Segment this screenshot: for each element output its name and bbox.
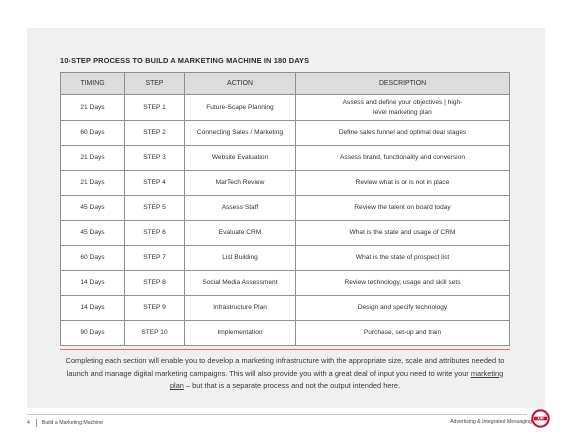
step-cell: STEP 1 (125, 95, 185, 121)
aim-logo (531, 409, 550, 428)
footer-divider (27, 414, 527, 415)
timing-cell: 21 Days (61, 146, 125, 171)
step-cell: STEP 5 (125, 196, 185, 221)
timing-cell: 60 Days (61, 246, 125, 271)
timing-cell: 60 Days (61, 121, 125, 146)
process-table (60, 72, 510, 346)
step-cell: STEP 10 (125, 321, 185, 346)
summary-text: Completing each section will enable you to develop a marketing infrastructure with the appropriate size, scale and attributes needed to launch and manage digital marketing campaigns. This will also provide you with a great deal of input you need to write your (65, 356, 505, 378)
footer-separator (36, 419, 37, 427)
table-row (61, 95, 510, 121)
description-cell: Design and specify technology (296, 296, 510, 321)
action-cell: Connecting Sales / Marketing (185, 121, 296, 146)
timing-cell: 21 Days (61, 171, 125, 196)
company-name: Advertising & Integrated Messaging (450, 419, 532, 425)
table-row (61, 146, 510, 171)
column-header-description: DESCRIPTION (296, 73, 510, 95)
timing-cell: 14 Days (61, 296, 125, 321)
description-cell: What is the state of prospect list (296, 246, 510, 271)
description-cell: What is the state and usage of CRM (296, 221, 510, 246)
table-row (61, 321, 510, 346)
step-cell: STEP 2 (125, 121, 185, 146)
action-cell: List Building (185, 246, 296, 271)
timing-cell: 90 Days (61, 321, 125, 346)
summary-paragraph (60, 355, 510, 393)
table-row (61, 246, 510, 271)
table-row (61, 296, 510, 321)
timing-cell: 45 Days (61, 221, 125, 246)
timing-cell: 45 Days (61, 196, 125, 221)
action-cell: Assess Staff (185, 196, 296, 221)
description-cell: Purchase, set-up and train (296, 321, 510, 346)
table-header-row (61, 73, 510, 95)
timing-cell: 14 Days (61, 271, 125, 296)
summary-text-end: – but that is a separate process and not the output intended here. (183, 381, 401, 391)
description-cell: Assess brand, functionality and conversion (296, 146, 510, 171)
page-number: 4 (27, 420, 30, 426)
action-cell: MarTech Review (185, 171, 296, 196)
marketing-plan-link[interactable]: marketing plan (169, 368, 504, 391)
table-row (61, 121, 510, 146)
table-row (61, 196, 510, 221)
action-cell: Evaluate CRM (185, 221, 296, 246)
action-cell: Infrastructure Plan (185, 296, 296, 321)
step-cell: STEP 3 (125, 146, 185, 171)
step-cell: STEP 9 (125, 296, 185, 321)
description-cell: Review technology, usage and skill sets (296, 271, 510, 296)
action-cell: Social Media Assessment (185, 271, 296, 296)
timing-cell: 21 Days (61, 95, 125, 121)
logo-text: AIM (537, 416, 544, 421)
step-cell: STEP 4 (125, 171, 185, 196)
description-cell: Assess and define your objectives | high-level marketing plan (296, 95, 510, 121)
description-cell: Review the talent on board today (296, 196, 510, 221)
table-row (61, 271, 510, 296)
column-header-timing: TIMING (61, 73, 125, 95)
section-name: Build a Marketing Machine (41, 420, 104, 426)
action-cell: Website Evaluation (185, 146, 296, 171)
column-header-action: ACTION (185, 73, 296, 95)
action-cell: Implementation (185, 321, 296, 346)
step-cell: STEP 6 (125, 221, 185, 246)
column-header-step: STEP (125, 73, 185, 95)
step-cell: STEP 7 (125, 246, 185, 271)
footer-left (27, 419, 103, 427)
action-cell: Future-Scape Planning (185, 95, 296, 121)
page-title: 10-STEP PROCESS TO BUILD A MARKETING MACHINE IN 180 DAYS (60, 56, 310, 65)
table-row (61, 171, 510, 196)
description-cell: Review what is or is not in place (296, 171, 510, 196)
description-cell: Define sales funnel and optimal deal stages (296, 121, 510, 146)
table-row (61, 221, 510, 246)
accent-divider (60, 349, 510, 350)
step-cell: STEP 8 (125, 271, 185, 296)
